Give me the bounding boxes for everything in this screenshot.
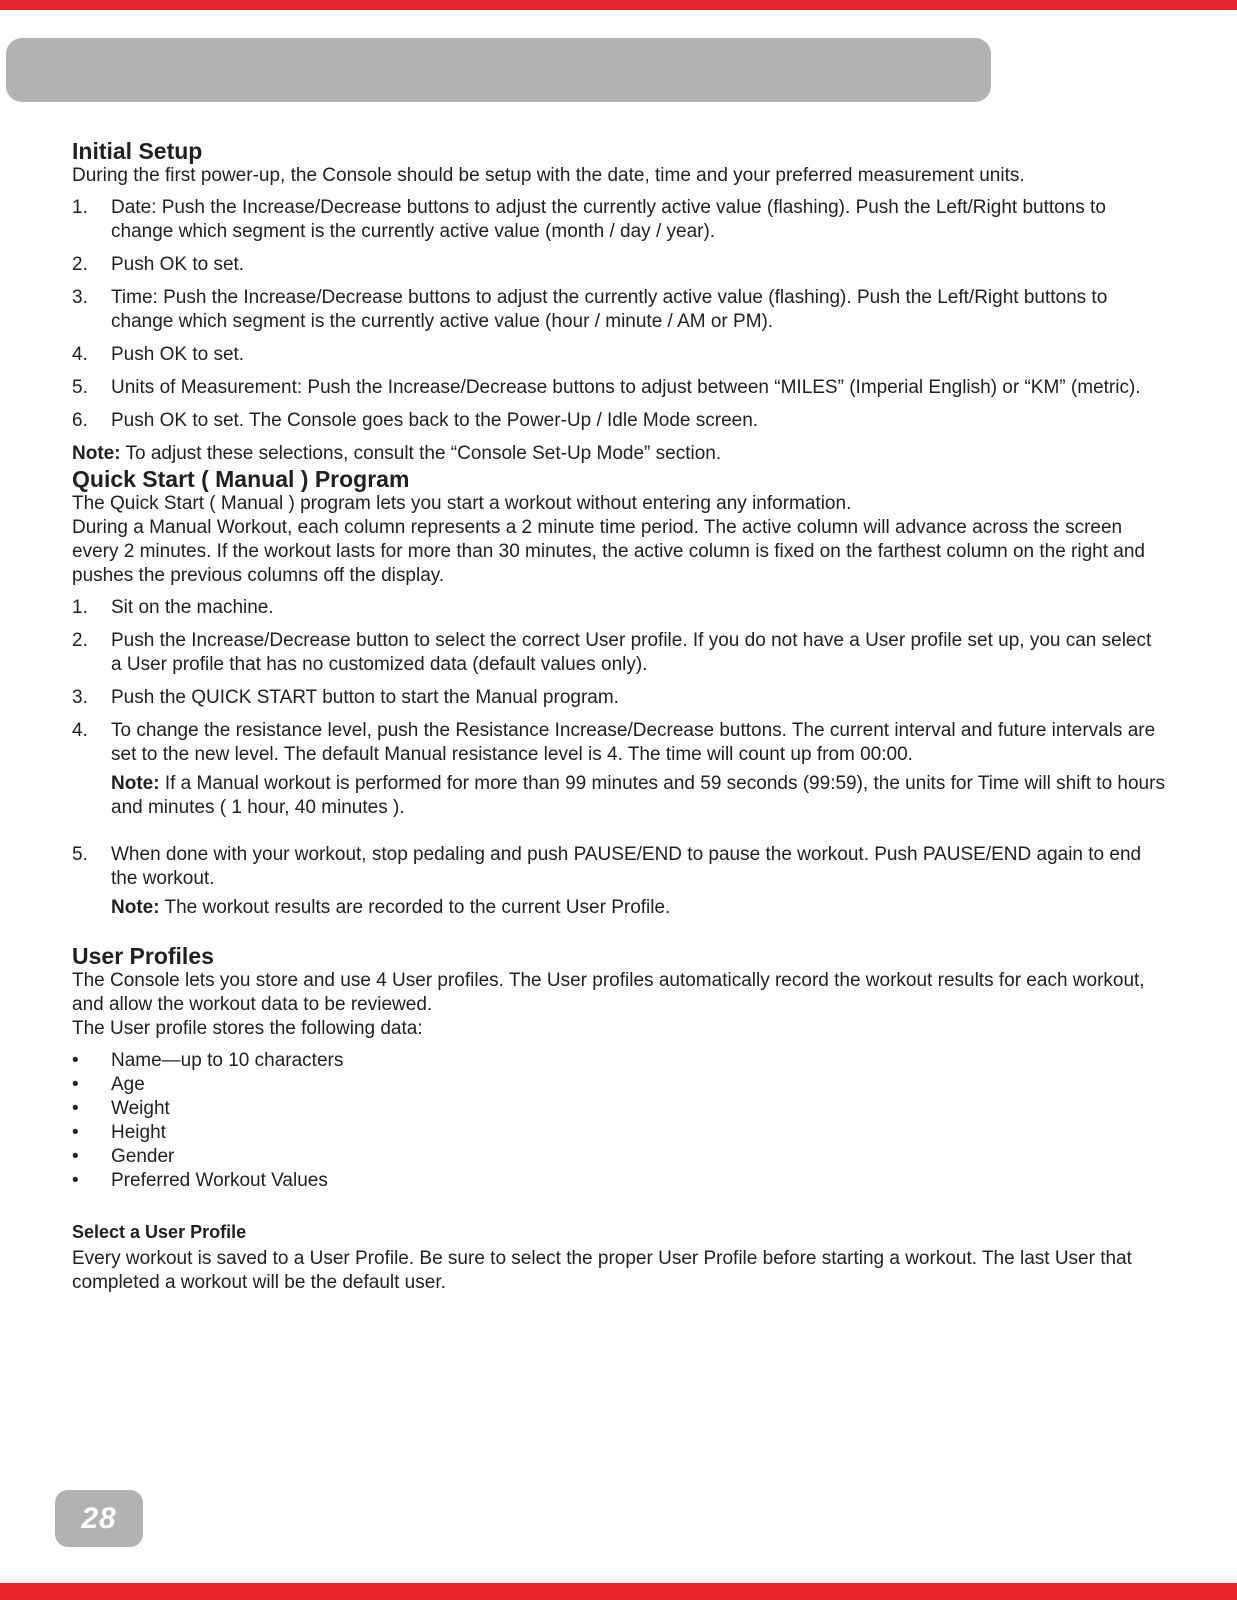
bullet-marker: • xyxy=(72,1098,79,1119)
list-item-text: Push the QUICK START button to start the Manual program. xyxy=(111,687,619,708)
list-item-number: 6. xyxy=(72,410,88,431)
user-profiles-title: User Profiles xyxy=(72,943,214,969)
list-item-text: Units of Measurement: Push the Increase/Decrease buttons to adjust between “MILES” (Imperial English) or “KM” (metric). xyxy=(111,377,1141,398)
list-item xyxy=(72,376,1166,400)
quick-start-paragraph: During a Manual Workout, each column represents a 2 minute time period. The active column will advance across the screen every 2 minutes. If the workout lasts for more than 30 minutes, the active column is fixed on the farthest column on the right and pushes the previous columns off the display. xyxy=(72,517,1145,586)
quick-start-list xyxy=(72,596,1166,934)
user-profiles-paragraph-2: The User profile stores the following data: xyxy=(72,1018,423,1039)
bullet-text: Weight xyxy=(111,1098,170,1119)
header-band xyxy=(6,38,991,102)
list-item-number: 1. xyxy=(72,197,88,218)
bullet-item xyxy=(72,1097,1166,1121)
list-item-note xyxy=(111,772,1166,820)
note-label: Note: xyxy=(111,897,160,918)
note-label: Note: xyxy=(72,443,121,464)
list-item-number: 4. xyxy=(72,344,88,365)
bullet-marker: • xyxy=(72,1170,79,1191)
page-number-box xyxy=(55,1490,143,1547)
list-item xyxy=(72,409,1166,433)
list-item xyxy=(72,843,1166,934)
bullet-marker: • xyxy=(72,1122,79,1143)
list-item xyxy=(72,286,1166,334)
list-item xyxy=(72,629,1166,677)
list-item-number: 3. xyxy=(72,287,88,308)
list-item-number: 5. xyxy=(72,377,88,398)
initial-setup-list xyxy=(72,196,1166,433)
bullet-item xyxy=(72,1049,1166,1073)
list-item xyxy=(72,719,1166,834)
initial-setup-intro: During the first power-up, the Console should be setup with the date, time and your preferred measurement units. xyxy=(72,165,1025,186)
list-item-body xyxy=(111,843,1166,934)
page-number: 28 xyxy=(81,1501,117,1535)
select-user-profile-paragraph: Every workout is saved to a User Profile. Be sure to select the proper User Profile before starting a workout. The last User that completed a workout will be the default user. xyxy=(72,1248,1132,1293)
bullet-marker: • xyxy=(72,1074,79,1095)
quick-start-title: Quick Start ( Manual ) Program xyxy=(72,466,410,492)
note-text: The workout results are recorded to the current User Profile. xyxy=(159,897,671,918)
note-text: To adjust these selections, consult the “Console Set-Up Mode” section. xyxy=(120,443,722,464)
list-item-number: 3. xyxy=(72,687,88,708)
bullet-text: Name—up to 10 characters xyxy=(111,1050,344,1071)
quick-start-intro: The Quick Start ( Manual ) program lets you start a workout without entering any information. xyxy=(72,493,852,514)
list-item xyxy=(72,686,1166,710)
user-profile-data-list xyxy=(72,1049,1166,1193)
list-item-text: Date: Push the Increase/Decrease buttons to adjust the currently active value (flashing). Push the Left/Right buttons to change which segment is the currently active value (month / day / year). xyxy=(111,197,1106,242)
bullet-item xyxy=(72,1073,1166,1097)
list-item-number: 2. xyxy=(72,630,88,651)
note-text: If a Manual workout is performed for more than 99 minutes and 59 seconds (99:59), the units for Time will shift to hours and minutes ( 1 hour, 40 minutes ). xyxy=(111,773,1165,818)
list-item-number: 5. xyxy=(72,844,88,865)
list-item-body xyxy=(111,719,1166,834)
bullet-marker: • xyxy=(72,1146,79,1167)
list-item-text: Push OK to set. The Console goes back to the Power-Up / Idle Mode screen. xyxy=(111,410,759,431)
list-item xyxy=(72,343,1166,367)
list-item-number: 1. xyxy=(72,597,88,618)
bullet-item xyxy=(72,1169,1166,1193)
list-item-text: Sit on the machine. xyxy=(111,597,274,618)
bullet-item xyxy=(72,1121,1166,1145)
bullet-text: Preferred Workout Values xyxy=(111,1170,328,1191)
list-item-text: Push the Increase/Decrease button to select the correct User profile. If you do not have a User profile set up, you can select a User profile that has no customized data (default values only). xyxy=(111,630,1152,675)
top-red-bar xyxy=(0,0,1237,10)
select-user-profile-title: Select a User Profile xyxy=(72,1222,247,1242)
user-profiles-paragraph-1: The Console lets you store and use 4 User profiles. The User profiles automatically record the workout results for each workout, and allow the workout data to be reviewed. xyxy=(72,970,1145,1015)
bullet-marker: • xyxy=(72,1050,79,1071)
bullet-text: Gender xyxy=(111,1146,175,1167)
list-item-text: Push OK to set. xyxy=(111,344,245,365)
bottom-red-bar xyxy=(0,1583,1237,1600)
bullet-item xyxy=(72,1145,1166,1169)
page-content xyxy=(72,138,1166,1295)
bullet-text: Age xyxy=(111,1074,145,1095)
list-item-number: 2. xyxy=(72,254,88,275)
list-item-text: When done with your workout, stop pedaling and push PAUSE/END to pause the workout. Push PAUSE/END again to end the workout. xyxy=(111,844,1142,889)
list-item xyxy=(72,196,1166,244)
initial-setup-title: Initial Setup xyxy=(72,138,203,164)
list-item-number: 4. xyxy=(72,720,88,741)
list-item-note xyxy=(111,896,1166,920)
initial-setup-note xyxy=(72,442,1166,466)
list-item-text: To change the resistance level, push the Resistance Increase/Decrease buttons. The current interval and future intervals are set to the new level. The default Manual resistance level is 4. The time will count up from 00:00. xyxy=(111,720,1156,765)
list-item xyxy=(72,253,1166,277)
note-label: Note: xyxy=(111,773,160,794)
list-item xyxy=(72,596,1166,620)
list-item-text: Time: Push the Increase/Decrease buttons to adjust the currently active value (flashing). Push the Left/Right buttons to change which segment is the currently active value (hour / minute / AM or PM). xyxy=(111,287,1108,332)
bullet-text: Height xyxy=(111,1122,166,1143)
list-item-text: Push OK to set. xyxy=(111,254,245,275)
